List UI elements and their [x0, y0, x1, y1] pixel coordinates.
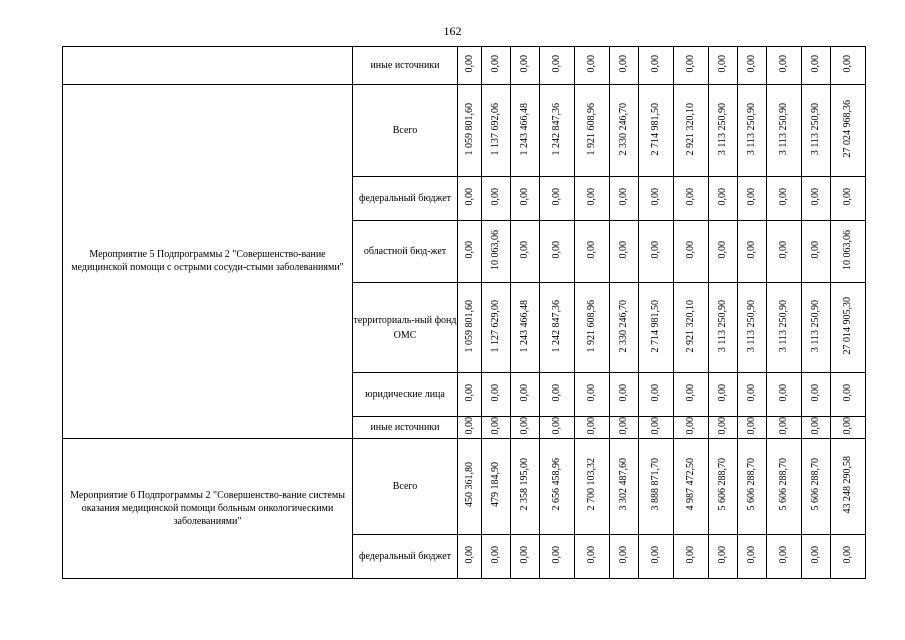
value-cell	[802, 373, 831, 417]
value-cell	[802, 283, 831, 373]
value-text: 3 113 250,90	[746, 299, 757, 353]
value-text: 43 248 290,58	[842, 455, 853, 514]
value-text: 0,00	[490, 545, 501, 564]
value-cell	[575, 85, 610, 177]
value-text: 0,00	[551, 188, 562, 206]
value-cell	[511, 47, 540, 85]
value-text: 5 606 288,70	[778, 458, 789, 511]
value-cell	[575, 283, 610, 373]
value-cell	[738, 85, 767, 177]
value-cell	[738, 417, 767, 439]
value-text: 0,00	[746, 545, 757, 564]
value-text: 1 242 847,36	[551, 299, 562, 353]
value-text: 1 243 466,48	[519, 102, 530, 156]
measure-cell: Мероприятие 5 Подпрограммы 2 "Совершенство-вание медицинской помощи с острыми сосуди-стыми заболеваниями"	[63, 85, 353, 439]
value-cell	[831, 417, 866, 439]
table-row	[63, 438, 866, 534]
value-text: 0,00	[551, 241, 562, 259]
value-text: 0,00	[717, 55, 728, 73]
value-text: 0,00	[717, 417, 728, 435]
value-text: 0,00	[746, 417, 757, 435]
value-cell	[458, 438, 482, 534]
value-cell	[610, 373, 639, 417]
value-cell	[610, 85, 639, 177]
value-text: 0,00	[778, 241, 789, 259]
funding-source-cell: территориаль-ный фонд ОМС	[353, 283, 458, 373]
value-cell	[511, 534, 540, 578]
value-cell	[511, 373, 540, 417]
value-cell	[540, 47, 575, 85]
value-cell	[831, 534, 866, 578]
value-cell	[674, 221, 709, 283]
value-cell	[575, 417, 610, 439]
value-text: 0,00	[746, 55, 757, 73]
value-text: 1 127 629,00	[490, 299, 501, 353]
value-cell	[767, 283, 802, 373]
value-text: 0,00	[778, 384, 789, 402]
value-cell	[540, 283, 575, 373]
value-cell	[540, 221, 575, 283]
value-text: 3 113 250,90	[717, 102, 728, 156]
value-cell	[674, 85, 709, 177]
value-text: 0,00	[519, 188, 530, 206]
value-text: 0,00	[490, 188, 501, 206]
table-row	[63, 47, 866, 85]
funding-source-cell: Всего	[353, 85, 458, 177]
value-text: 0,00	[519, 417, 530, 435]
value-text: 0,00	[810, 545, 821, 564]
value-text: 0,00	[685, 188, 696, 206]
value-cell	[639, 283, 674, 373]
value-text: 0,00	[778, 417, 789, 435]
value-text: 0,00	[778, 188, 789, 206]
value-cell	[674, 283, 709, 373]
value-cell	[639, 373, 674, 417]
value-cell	[831, 47, 866, 85]
value-cell	[610, 47, 639, 85]
value-cell	[458, 47, 482, 85]
value-text: 0,00	[618, 188, 629, 206]
value-text: 0,00	[551, 55, 562, 73]
value-cell	[482, 177, 511, 221]
value-cell	[639, 221, 674, 283]
funding-source-cell: федеральный бюджет	[353, 534, 458, 578]
value-cell	[458, 373, 482, 417]
value-text: 3 113 250,90	[778, 102, 789, 156]
value-text: 0,00	[810, 55, 821, 73]
value-cell	[802, 177, 831, 221]
value-text: 10 063,06	[842, 230, 853, 270]
value-text: 2 358 195,00	[519, 458, 530, 511]
value-cell	[575, 438, 610, 534]
value-text: 3 113 250,90	[810, 299, 821, 353]
value-cell	[482, 373, 511, 417]
value-cell	[709, 534, 738, 578]
value-text: 2 714 981,50	[650, 102, 661, 156]
value-text: 0,00	[650, 384, 661, 402]
value-cell	[458, 221, 482, 283]
value-cell	[482, 85, 511, 177]
value-cell	[831, 221, 866, 283]
value-text: 5 606 288,70	[810, 458, 821, 511]
value-text: 0,00	[810, 384, 821, 402]
value-text: 0,00	[618, 417, 629, 435]
value-cell	[767, 85, 802, 177]
budget-table	[62, 46, 866, 579]
value-cell	[540, 85, 575, 177]
value-text: 0,00	[810, 417, 821, 435]
value-cell	[511, 283, 540, 373]
value-cell	[639, 438, 674, 534]
value-cell	[738, 373, 767, 417]
value-text: 5 606 288,70	[717, 458, 728, 511]
value-cell	[802, 438, 831, 534]
value-cell	[482, 221, 511, 283]
value-text: 3 113 250,90	[746, 102, 757, 156]
value-text: 0,00	[650, 188, 661, 206]
value-cell	[767, 438, 802, 534]
value-cell	[709, 283, 738, 373]
value-cell	[610, 534, 639, 578]
value-cell	[738, 438, 767, 534]
value-cell	[482, 417, 511, 439]
value-text: 0,00	[650, 545, 661, 564]
value-cell	[511, 177, 540, 221]
value-cell	[709, 47, 738, 85]
value-text: 0,00	[685, 241, 696, 259]
value-cell	[575, 177, 610, 221]
value-cell	[674, 417, 709, 439]
value-text: 0,00	[717, 188, 728, 206]
value-text: 0,00	[685, 55, 696, 73]
value-text: 0,00	[717, 241, 728, 259]
value-cell	[802, 221, 831, 283]
value-text: 0,00	[650, 417, 661, 435]
value-cell	[674, 438, 709, 534]
value-cell	[639, 534, 674, 578]
value-cell	[610, 417, 639, 439]
value-text: 0,00	[463, 55, 475, 73]
value-cell	[575, 221, 610, 283]
value-text: 5 606 288,70	[746, 458, 757, 511]
value-text: 0,00	[519, 384, 530, 402]
value-text: 1 921 608,96	[586, 299, 597, 353]
value-cell	[674, 373, 709, 417]
value-text: 4 987 472,50	[685, 458, 696, 511]
value-cell	[540, 417, 575, 439]
value-text: 0,00	[551, 384, 562, 402]
value-cell	[458, 85, 482, 177]
value-cell	[540, 177, 575, 221]
value-text: 0,00	[810, 188, 821, 206]
value-cell	[639, 417, 674, 439]
value-text: 0,00	[490, 384, 501, 402]
value-cell	[639, 177, 674, 221]
value-text: 0,00	[490, 417, 501, 435]
value-text: 0,00	[746, 384, 757, 402]
value-text: 0,00	[551, 417, 562, 435]
value-cell	[767, 534, 802, 578]
funding-source-cell: Всего	[353, 438, 458, 534]
value-cell	[482, 47, 511, 85]
value-text: 1 243 466,48	[519, 299, 530, 353]
value-cell	[639, 47, 674, 85]
value-text: 450 361,80	[463, 462, 475, 507]
value-cell	[511, 221, 540, 283]
value-text: 0,00	[717, 384, 728, 402]
value-cell	[482, 534, 511, 578]
value-cell	[802, 417, 831, 439]
value-cell	[802, 47, 831, 85]
page-number: 162	[443, 24, 462, 38]
value-cell	[767, 417, 802, 439]
value-cell	[738, 177, 767, 221]
value-text: 0,00	[586, 55, 597, 73]
value-text: 3 113 250,90	[717, 299, 728, 353]
value-cell	[767, 177, 802, 221]
value-text: 0,00	[685, 384, 696, 402]
value-cell	[482, 283, 511, 373]
value-cell	[738, 534, 767, 578]
value-cell	[738, 283, 767, 373]
funding-source-cell: областной бюд-жет	[353, 221, 458, 283]
value-text: 10 063,06	[490, 230, 501, 270]
value-cell	[831, 177, 866, 221]
value-cell	[458, 534, 482, 578]
value-text: 0,00	[842, 384, 853, 402]
value-cell	[540, 534, 575, 578]
value-cell	[709, 373, 738, 417]
funding-source-cell: иные источники	[353, 47, 458, 85]
value-cell	[511, 417, 540, 439]
value-text: 0,00	[842, 417, 853, 435]
table-row	[63, 85, 866, 177]
value-cell	[709, 85, 738, 177]
value-text: 0,00	[519, 545, 530, 564]
value-text: 3 113 250,90	[810, 102, 821, 156]
measure-cell: Мероприятие 6 Подпрограммы 2 "Совершенство-вание системы оказания медицинской помощи больным онкологическими заболеваниями"	[63, 438, 353, 578]
value-text: 0,00	[463, 545, 475, 564]
value-text: 0,00	[490, 55, 501, 73]
value-text: 1 921 608,96	[586, 102, 597, 156]
value-text: 0,00	[586, 241, 597, 259]
value-text: 2 330 246,70	[618, 299, 629, 353]
value-cell	[802, 85, 831, 177]
value-cell	[610, 177, 639, 221]
value-cell	[767, 221, 802, 283]
value-text: 2 656 458,96	[551, 458, 562, 511]
funding-source-cell: юридические лица	[353, 373, 458, 417]
funding-source-cell: иные источники	[353, 417, 458, 439]
value-cell	[575, 47, 610, 85]
value-text: 0,00	[618, 241, 629, 259]
value-cell	[458, 177, 482, 221]
value-cell	[709, 177, 738, 221]
value-text: 0,00	[842, 188, 853, 206]
value-text: 0,00	[842, 55, 853, 73]
value-cell	[767, 373, 802, 417]
value-cell	[458, 283, 482, 373]
value-cell	[540, 373, 575, 417]
value-text: 3 302 487,60	[618, 458, 629, 511]
value-text: 0,00	[618, 545, 629, 564]
value-cell	[831, 85, 866, 177]
value-text: 1 059 801,60	[463, 102, 475, 156]
value-text: 0,00	[778, 545, 789, 564]
value-text: 0,00	[810, 241, 821, 259]
value-cell	[639, 85, 674, 177]
value-text: 2 330 246,70	[618, 102, 629, 156]
value-text: 0,00	[586, 545, 597, 564]
value-text: 0,00	[717, 545, 728, 564]
value-text: 1 242 847,36	[551, 102, 562, 156]
value-cell	[540, 438, 575, 534]
value-text: 0,00	[650, 55, 661, 73]
value-cell	[511, 85, 540, 177]
value-text: 1 059 801,60	[463, 299, 475, 353]
value-text: 0,00	[650, 241, 661, 259]
value-text: 0,00	[519, 241, 530, 259]
value-text: 2 921 320,10	[685, 102, 696, 156]
value-text: 0,00	[463, 188, 475, 206]
value-cell	[709, 417, 738, 439]
value-cell	[482, 438, 511, 534]
value-text: 0,00	[618, 384, 629, 402]
value-text: 2 700 103,32	[586, 458, 597, 511]
value-cell	[831, 438, 866, 534]
value-cell	[738, 47, 767, 85]
value-cell	[575, 534, 610, 578]
funding-source-cell: федеральный бюджет	[353, 177, 458, 221]
value-text: 0,00	[746, 241, 757, 259]
value-text: 0,00	[685, 545, 696, 564]
value-cell	[458, 417, 482, 439]
value-cell	[802, 534, 831, 578]
value-cell	[511, 438, 540, 534]
value-cell	[709, 438, 738, 534]
value-cell	[674, 177, 709, 221]
value-cell	[767, 47, 802, 85]
value-text: 0,00	[519, 55, 530, 73]
value-text: 0,00	[586, 417, 597, 435]
value-cell	[610, 438, 639, 534]
value-text: 0,00	[746, 188, 757, 206]
value-cell	[674, 534, 709, 578]
value-text: 0,00	[842, 545, 853, 564]
value-cell	[709, 221, 738, 283]
value-cell	[831, 283, 866, 373]
value-text: 0,00	[463, 241, 475, 259]
value-text: 2 921 320,10	[685, 299, 696, 353]
value-text: 0,00	[586, 384, 597, 402]
value-text: 0,00	[463, 417, 475, 435]
value-cell	[610, 221, 639, 283]
value-cell	[610, 283, 639, 373]
value-cell	[831, 373, 866, 417]
value-text: 0,00	[778, 55, 789, 73]
value-text: 0,00	[586, 188, 597, 206]
measure-cell	[63, 47, 353, 85]
value-text: 0,00	[685, 417, 696, 435]
value-text: 0,00	[551, 545, 562, 564]
value-text: 27 014 905,30	[842, 297, 853, 355]
value-text: 2 714 981,50	[650, 299, 661, 353]
value-text: 1 137 692,06	[490, 102, 501, 156]
value-cell	[738, 221, 767, 283]
value-text: 0,00	[463, 384, 475, 402]
value-text: 27 024 968,36	[842, 100, 853, 158]
value-cell	[575, 373, 610, 417]
value-text: 0,00	[618, 55, 629, 73]
value-text: 3 888 871,70	[650, 458, 661, 511]
value-text: 479 184,90	[490, 462, 501, 507]
value-cell	[674, 47, 709, 85]
value-text: 3 113 250,90	[778, 299, 789, 353]
